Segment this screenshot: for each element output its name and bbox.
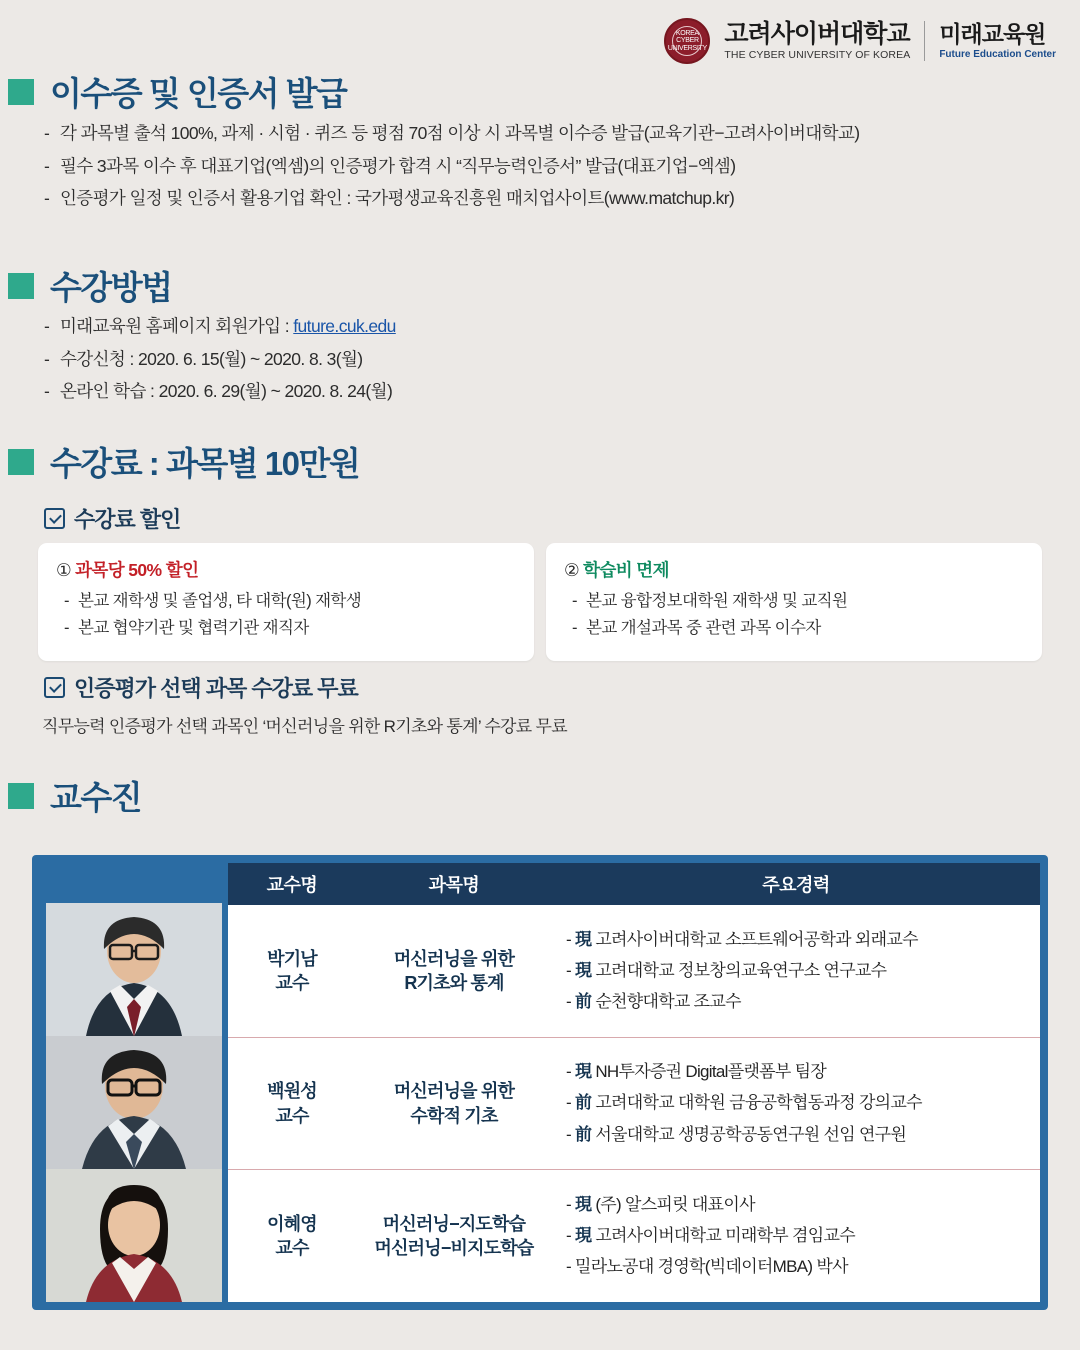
cell-subject xyxy=(356,947,552,996)
certificate-bullet-list xyxy=(40,122,1040,220)
career-item: - 밀라노공대 경영학(빅데이터MBA) 박사 xyxy=(566,1257,848,1277)
cell-career xyxy=(552,1194,1040,1278)
card-number: ② xyxy=(564,560,580,580)
card-item-list xyxy=(56,590,516,640)
section-title-method: 수강방법 xyxy=(50,269,172,306)
subject-line2: 머신러닝−비지도학습 xyxy=(374,1238,534,1259)
career-item: - 現 고려사이버대학교 소프트웨어공학과 외래교수 xyxy=(566,929,918,949)
section-title-certificate: 이수증 및 인증서 발급 xyxy=(50,75,347,112)
card-title xyxy=(564,557,1024,582)
discount-card-group xyxy=(38,543,1042,661)
faculty-photo-column xyxy=(40,863,228,1302)
cell-subject xyxy=(356,1079,552,1128)
list-item: - 본교 재학생 및 졸업생, 타 대학(원) 재학생 xyxy=(56,590,516,612)
professor-name-line1: 박기남 xyxy=(267,948,317,969)
list-item-registration-period: - 수강신청 : 2020. 6. 15(월) ~ 2020. 8. 3(월) xyxy=(40,348,940,372)
list-item-signup xyxy=(40,315,940,339)
table-header-row xyxy=(228,863,1040,905)
professor-name-line1: 이혜영 xyxy=(267,1213,317,1234)
table-row xyxy=(228,1038,1040,1171)
subject-line2: R기초와 통계 xyxy=(404,972,504,993)
section-marker-icon xyxy=(8,79,34,105)
seal-text: KOREA CYBER UNIVERSITY xyxy=(667,29,707,52)
column-header-career: 주요경력 xyxy=(762,875,830,895)
career-item: - 現 고려사이버대학교 미래학부 겸임교수 xyxy=(566,1226,855,1246)
logo-korean-name: 고려사이버대학교 xyxy=(724,19,910,48)
avatar-professor-2 xyxy=(46,1036,222,1169)
university-seal-icon xyxy=(664,18,710,64)
signup-label: 미래교육원 홈페이지 회원가입 : xyxy=(60,316,294,336)
logo-secondary-text xyxy=(939,22,1056,60)
card-title-label: 과목당 50% 할인 xyxy=(75,560,199,580)
section-heading-method xyxy=(8,262,172,309)
column-header-subject: 과목명 xyxy=(428,875,480,895)
exam-free-description: 직무능력 인증평가 선택 과목인 ‘머신러닝을 위한 R기초와 통계’ 수강료 무료 xyxy=(42,717,567,736)
university-logo xyxy=(664,18,1056,64)
method-bullet-list xyxy=(40,315,940,413)
professor-name-line1: 백원성 xyxy=(267,1081,317,1102)
logo-sub-korean: 미래교육원 xyxy=(939,20,1046,47)
avatar-professor-1 xyxy=(46,903,222,1036)
career-item: - 前 고려대학교 대학원 금융공학협동과정 강의교수 xyxy=(566,1093,922,1113)
section-marker-icon xyxy=(8,273,34,299)
list-item-online-study-period: - 온라인 학습 : 2020. 6. 29(월) ~ 2020. 8. 24(월) xyxy=(40,380,940,404)
check-box-icon xyxy=(44,677,65,698)
section-marker-icon xyxy=(8,783,34,809)
professor-name-line2: 교수 xyxy=(275,1105,309,1126)
career-item: - 現 고려대학교 정보창의교육연구소 연구교수 xyxy=(566,960,887,980)
avatar-professor-3 xyxy=(46,1169,222,1302)
logo-sub-english: Future Education Center xyxy=(939,49,1056,61)
section-heading-faculty xyxy=(8,772,141,819)
subject-line1: 머신러닝−지도학습 xyxy=(382,1213,526,1234)
subheading-discount xyxy=(44,503,180,534)
cell-professor-name xyxy=(228,947,356,996)
card-item-list xyxy=(564,590,1024,640)
future-cuk-edu-link[interactable]: future.cuk.edu xyxy=(293,316,396,336)
faculty-table xyxy=(32,855,1048,1310)
section-title-fee: 수강료 : 과목별 10만원 xyxy=(50,445,360,482)
section-heading-fee xyxy=(8,438,359,485)
cell-career xyxy=(552,1061,1040,1145)
table-row xyxy=(228,1170,1040,1302)
list-item: - 인증평가 일정 및 인증서 활용기업 확인 : 국가평생교육진흥원 매치업사이트(www.matchup.kr) xyxy=(40,187,1040,211)
logo-english-name: THE CYBER UNIVERSITY OF KOREA xyxy=(724,49,911,62)
card-title-label: 학습비 면제 xyxy=(583,560,669,580)
card-number: ① xyxy=(56,560,72,580)
subject-line2: 수학적 기초 xyxy=(410,1105,498,1126)
logo-divider xyxy=(924,21,925,61)
column-header-name: 교수명 xyxy=(266,875,318,895)
discount-card-tuition-exemption xyxy=(546,543,1042,661)
subheading-exam-free-label: 인증평가 선택 과목 수강료 무료 xyxy=(74,676,358,701)
subject-line1: 머신러닝을 위한 xyxy=(393,1081,515,1102)
subheading-exam-free xyxy=(44,672,358,703)
section-marker-icon xyxy=(8,449,34,475)
faculty-data-table xyxy=(228,863,1040,1302)
table-row xyxy=(228,905,1040,1038)
career-item: - 現 (주) 알스피릿 대표이사 xyxy=(566,1195,755,1215)
cell-professor-name xyxy=(228,1079,356,1128)
list-item: - 필수 3과목 이수 후 대표기업(엑셈)의 인증평가 합격 시 “직무능력인증서” 발급(대표기업−엑셈) xyxy=(40,155,1040,179)
check-box-icon xyxy=(44,508,65,529)
cell-subject xyxy=(356,1212,552,1261)
cell-career xyxy=(552,929,1040,1013)
list-item: - 본교 개설과목 중 관련 과목 이수자 xyxy=(564,617,1024,639)
subheading-discount-label: 수강료 할인 xyxy=(74,507,181,532)
professor-name-line2: 교수 xyxy=(275,1238,309,1259)
section-title-faculty: 교수진 xyxy=(50,779,142,816)
career-item: - 前 순천향대학교 조교수 xyxy=(566,991,741,1011)
card-title xyxy=(56,557,516,582)
discount-card-50-percent xyxy=(38,543,534,661)
professor-name-line2: 교수 xyxy=(275,972,309,993)
cell-professor-name xyxy=(228,1212,356,1261)
subject-line1: 머신러닝을 위한 xyxy=(393,948,515,969)
logo-primary-text xyxy=(724,21,910,61)
career-item: - 現 NH투자증권 Digital플랫폼부 팀장 xyxy=(566,1062,827,1082)
section-heading-certificate xyxy=(8,68,346,115)
list-item: - 본교 융합정보대학원 재학생 및 교직원 xyxy=(564,590,1024,612)
career-item: - 前 서울대학교 생명공학공동연구원 선임 연구원 xyxy=(566,1124,907,1144)
list-item: - 본교 협약기관 및 협력기관 재직자 xyxy=(56,617,516,639)
list-item: - 각 과목별 출석 100%, 과제 · 시험 · 퀴즈 등 평점 70점 이상 시 과목별 이수증 발급(교육기관−고려사이버대학교) xyxy=(40,122,1040,146)
